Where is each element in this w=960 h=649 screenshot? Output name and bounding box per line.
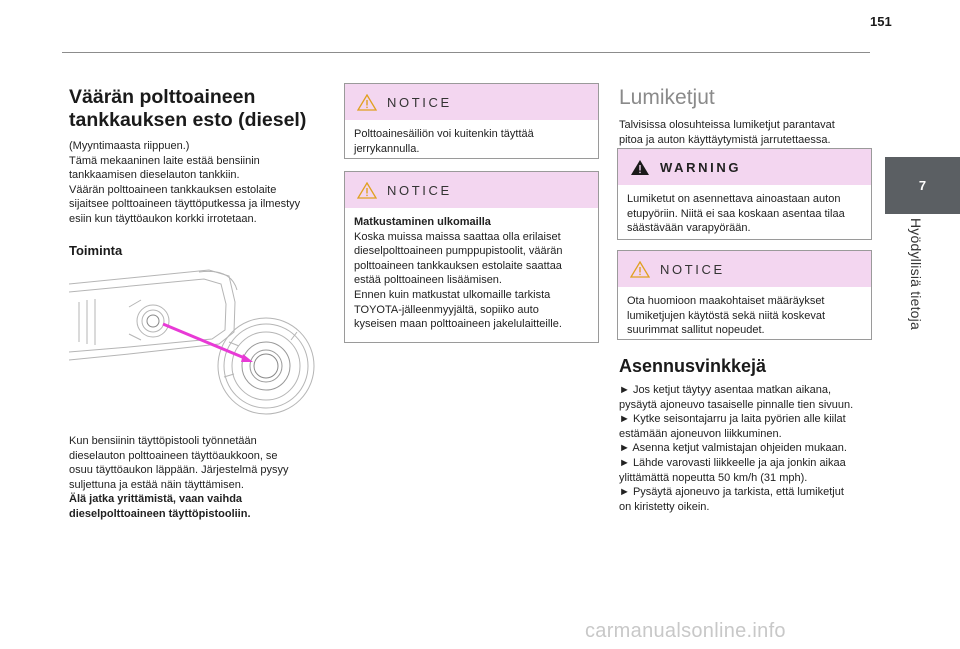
warning-text: Lumiketut on asennettava ainoastaan auton etupyöriin. Niitä ei saa koskaan asentaa tilaa säästävään varapyörään.	[627, 193, 845, 235]
watermark: carmanualsonline.info	[585, 620, 786, 642]
snow-chains-intro: Talvisissa olosuhteissa lumiketjut parantavat pitoa ja auton käyttäytymistä jarrutettaessa.	[619, 119, 835, 146]
caution-triangle-icon	[357, 182, 377, 199]
warning-label: WARNING	[660, 159, 742, 175]
notice-regulations	[617, 250, 872, 340]
page-number: 151	[870, 14, 892, 29]
warning-triangle-icon	[630, 159, 650, 176]
caution-triangle-icon	[357, 94, 377, 111]
misfuel-section	[69, 86, 324, 258]
notice-label: NOTICE	[387, 94, 452, 110]
notice-text: Ota huomioon maakohtaiset määräykset lumiketjujen käytöstä sekä niitä koskevat suurimmat sallitut nopeudet.	[627, 295, 826, 337]
installation-tips	[619, 355, 871, 514]
operation-text: Kun bensiinin täyttöpistooli työnnetään dieselauton polttoaineen täyttöaukkoon, se osuu täyttöaukon läppään. Järjestelmä pysyy suljettuna ja estää näin täyttämisen. Älä jatka yrittämistä, vaan vaihda dieselpolttoaineen täyttöpistooliin.	[69, 434, 324, 522]
notice-label: NOTICE	[660, 261, 725, 277]
header-divider	[62, 52, 870, 53]
section-title: Väärän polttoaineen tankkauksen esto (diesel)	[69, 86, 307, 131]
intro-text: (Myyntimaasta riippuen.) Tämä mekaaninen laite estää bensiinin tankkaamisen dieselauton tankkiin. Väärän polttoaineen tankkauksen estolaite sijaitsee polttoaineen täyttöputkessa ja ilmestyy esiin kun täyttöaukon korkki irrotetaan.	[69, 140, 301, 225]
chapter-title-text: Hyödyllisiä tietoja	[908, 218, 924, 330]
installation-steps: ► Jos ketjut täytyy asentaa matkan aikana, pysäytä ajoneuvo tasaiselle pinnalle tien sivuun. ► Kytke seisontajarru ja laita pyörien alle kiilat estämään ajoneuvon liikkuminen. ► Asenna ketjut valmistajan ohjeiden mukaan. ► Lähde varovasti liikkeelle ja aja jonkin aikaa ylittämättä nopeutta 50 km/h (31 mph). ► Pysäytä ajoneuvo ja tarkista, että lumiketjut on kiristetty oikein.	[619, 384, 854, 513]
installation-heading: Asennusvinkkejä	[619, 356, 767, 376]
fuel-filler-illustration	[69, 262, 319, 417]
notice-text: Polttoainesäiliön voi kuitenkin täyttää jerrykannulla.	[354, 128, 534, 155]
chapter-title	[908, 218, 942, 348]
snow-chains-title: Lumiketjut	[619, 86, 715, 109]
notice-jerrycan	[344, 83, 599, 159]
notice-text: Matkustaminen ulkomailla Koska muissa maissa saattaa olla erilaiset dieselpolttoaineen pumppupistoolit, väärän polttoaineen tankkauksen estolaite saattaa estää polttoaineen lisäämisen. Ennen kuin matkustat ulkomaille tarkista TOYOTA-jälleenmyyjältä, sopiiko auto kyseisen maan polttoaineen jakelulaitteille.	[354, 216, 563, 331]
snow-chains-section	[619, 86, 869, 147]
notice-travel-abroad	[344, 171, 599, 343]
chapter-number: 7	[918, 178, 927, 193]
operation-warning-text: Älä jatka yrittämistä, vaan vaihda dieselpolttoaineen täyttöpistooliin.	[69, 493, 251, 520]
warning-front-wheels	[617, 148, 872, 240]
operation-heading: Toiminta	[69, 242, 123, 258]
caution-triangle-icon	[630, 261, 650, 278]
chapter-tab[interactable]	[885, 157, 960, 214]
notice-label: NOTICE	[387, 182, 452, 198]
